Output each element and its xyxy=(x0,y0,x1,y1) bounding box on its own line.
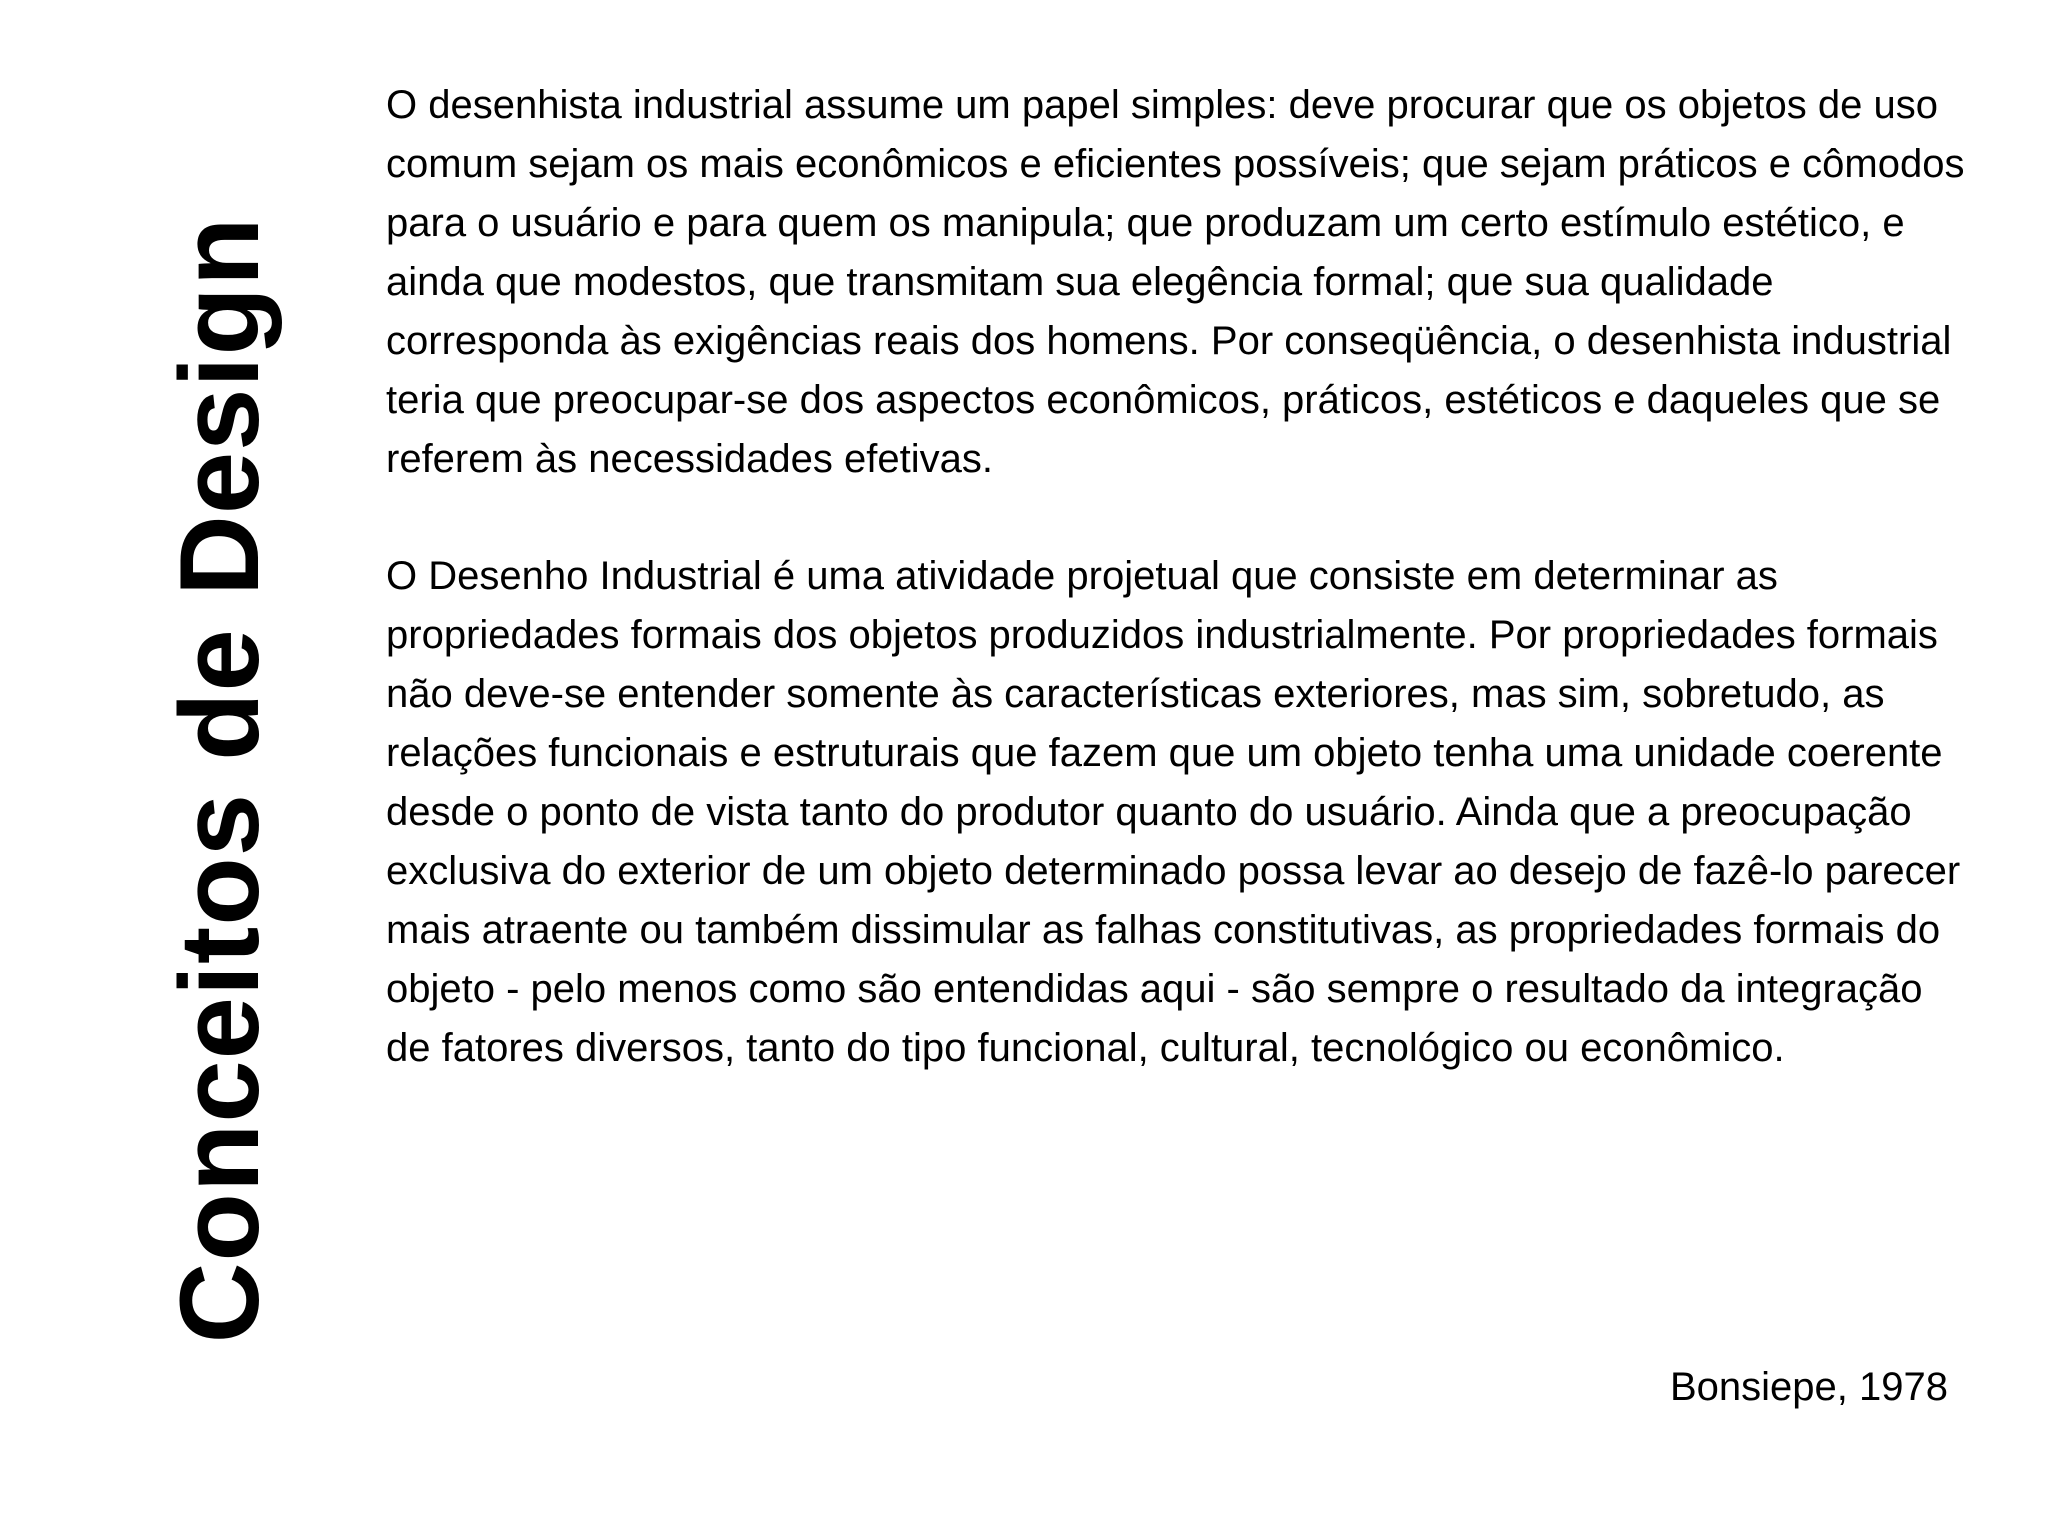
citation: Bonsiepe, 1978 xyxy=(1669,1365,1948,1409)
paragraph-2: O Desenho Industrial é uma atividade projetual que consiste em determinar as propriedades formais dos objetos produzidos industrialmente. Por propriedades formais não deve-se entender somente às características exteriores, mas sim, sobretudo, as relações funcionais e estruturais que fazem que um objeto tenha uma unidade coerente desde o ponto de vista tanto do produtor quanto do usuário. Ainda que a preocupação exclusiva do exterior de um objeto determinado possa levar ao desejo de fazê-lo parecer mais atraente ou também dissimular as falhas constitutivas, as propriedades formais do objeto - pelo menos como são entendidas aqui - são sempre o resultado da integração de fatores diversos, tanto do tipo funcional, cultural, tecnológico ou econômico. xyxy=(386,554,1961,1070)
slide-title: Conceitos de Design xyxy=(157,216,282,1344)
text-content xyxy=(386,76,1966,1078)
paragraph-1: O desenhista industrial assume um papel simples: deve procurar que os objetos de uso comum sejam os mais econômicos e eficientes possíveis; que sejam práticos e cômodos para o usuário e para quem os manipula; que produzam um certo estímulo estético, e ainda que modestos, que transmitam sua elegência formal; que sua qualidade corresponda às exigências reais dos homens. Por conseqüência, o desenhista industrial teria que preocupar-se dos aspectos econômicos, práticos, estéticos e daqueles que se referem às necessidades efetivas. xyxy=(386,83,1965,481)
